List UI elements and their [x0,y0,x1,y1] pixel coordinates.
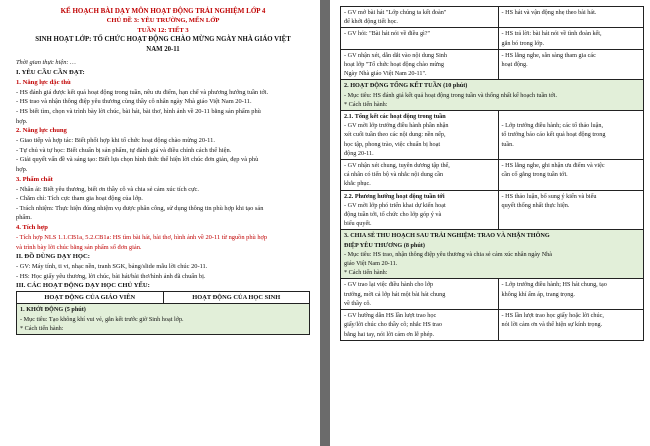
table-line: không khí ấm áp, trang trọng. [501,290,575,298]
section-row-title: 3. CHIA SẺ THU HOẠCH SAU TRẢI NGHIỆM: TRAO VÀ NHẬN THÔNG [344,232,550,240]
table-line: - HS lắng nghe, ghi nhận ưu điểm và việc [501,162,605,170]
subsection-integration: 4. Tích hợp [16,223,48,231]
paragraph-line: - HS trao và nhận thông điệp yêu thương cùng thầy cô nhân ngày Nhà giáo Việt Nam 20-11. [16,98,252,106]
integration-line: và trình bày lời chúc bằng sản phẩm số đơn giản. [16,243,142,251]
document-page-right [330,0,650,446]
table-line: về thầy cô. [344,299,371,307]
paragraph-line: - Chăm chỉ: Tích cực tham gia hoạt động của lớp. [16,195,143,203]
paragraph-line: - HS biết tìm, chọn và trình bày lời chúc, bài hát, bài thơ, hình ảnh về 20-11 bằng sản phẩm phù [16,107,261,115]
table-line: khắc phục. [344,180,371,188]
paragraph-line: - GV: Máy tính, ti vi, nhạc nền, tranh SGK, bảng/slide mẫu lời chúc 20-11. [16,263,208,271]
table-line: giáo Việt Nam 20-11. [344,260,398,268]
activities-table-continued [340,6,644,341]
subsection-qualities: 3. Phẩm chất [16,175,53,183]
table-line: hoạt lớp "Tổ chức hoạt động chào mừng [344,61,444,69]
section-materials: II. ĐỒ DÙNG DẠY HỌC: [16,253,90,261]
table-line: cá nhân có tiến bộ và nhắc nội dung cần [344,171,444,179]
topic-title: CHỦ ĐỀ 3: YÊU TRƯỜNG, MẾN LỚP [106,17,220,24]
table-row [341,310,644,341]
table-line: - GV hỏi: "Bài hát nói về điều gì?" [344,30,431,38]
table-line: Ngày Nhà giáo Việt Nam 20-11". [344,70,427,78]
subsection-specific-competence: 1. Năng lực đặc thù [16,78,71,86]
table-line: - Lớp trưởng điều hành; HS hát chung, tạo [501,281,607,289]
teacher-cell [341,49,499,80]
table-line: * Cách tiến hành: [344,269,388,277]
section-row-title: 2. HOẠT ĐỘNG TỔNG KẾT TUẦN (10 phút) [344,82,468,90]
section-row-title: 1. KHỞI ĐỘNG (5 phút) [20,306,86,314]
table-line: - HS hát và vận động nhẹ theo bài hát. [501,9,597,16]
section-activities: III. CÁC HOẠT ĐỘNG DẠY HỌC CHỦ YẾU: [16,282,150,290]
student-cell [498,28,643,49]
teacher-cell [341,111,499,160]
student-cell [498,279,643,310]
table-row [341,111,644,160]
table-line: - GV nhận xét chung, tuyên dương tập thể, [344,162,450,170]
paragraph-line: hợp. [16,117,28,125]
table-line: trưởng, mời cả lớp hát một bài hát chung [344,290,446,298]
table-line: hoạt động. [501,61,528,69]
student-cell [498,111,643,160]
paragraph-line: hợp. [16,165,28,173]
teacher-cell [341,190,499,230]
subsection-title: 2.2. Phương hướng hoạt động tuần tới [344,192,445,200]
paragraph-line: - Nhân ái: Biết yêu thương, biết ơn thầy cô và chia sẻ cảm xúc tích cực. [16,185,199,193]
teacher-cell [341,7,499,28]
lesson-date: NAM 20-11 [146,46,180,54]
table-line: - Mục tiêu: HS trao, nhận thông điệp yêu thương và chia sẻ cảm xúc nhân ngày Nhà [344,250,553,258]
paragraph-line: - Tự chủ và tự học: Biết chuẩn bị sản phẩm, tự đánh giá và điều chỉnh cách thể hiện. [16,146,232,154]
table-line: * Cách tiến hành: [20,324,64,332]
table-line: cần cố gắng trong tuần tới. [501,171,568,179]
table-line: * Cách tiến hành: [344,100,388,108]
paragraph-line: - HS đánh giá được kết quả hoạt động trong tuần, nêu ưu điểm, hạn chế và phương hướng tuần tới. [16,88,269,96]
table-line: - HS lắng nghe, sẵn sàng tham gia các [501,51,596,59]
table-line: - Mục tiêu: Tạo không khí vui vẻ, gắn kết trước giờ Sinh hoạt lớp. [20,315,184,323]
integration-line: - Tích hợp NLS 1.1.CB1a, 5.2.CB1a: HS tìm bài hát, bài thơ, hình ảnh về 20-11 từ nguồn phù hợp [16,233,268,241]
table-line: xét cuối tuần theo các nội dung: nền nếp, [344,131,446,139]
table-row [341,190,644,230]
student-cell [498,160,643,191]
table-line: học tập, phong trào, việc chuẩn bị hoạt [344,140,441,148]
table-line: để khởi động tiết học. [344,18,398,26]
subsection-title: 2.1. Tổng kết các hoạt động trong tuần [344,113,446,121]
student-cell [498,310,643,341]
table-line: - HS trả lời: bài hát nói về tình đoàn kết, [501,30,602,38]
student-cell [498,7,643,28]
table-line: quyết thống nhất thực hiện. [501,201,570,209]
student-cell [498,190,643,230]
paragraph-line: - HS: Học giấy yêu thương, lời chúc, bài hát/bài thơ/hình ảnh đã chuẩn bị. [16,272,206,280]
paragraph-line: phẩm. [16,214,32,222]
subsection-general-competence: 2. Năng lực chung [16,127,67,135]
activities-table [16,291,310,335]
table-line: - GV hướng dẫn HS lần lượt trao học [344,312,437,320]
table-line: nói lời cảm ơn và thể hiện sự kính trọng. [501,321,603,329]
student-cell [498,49,643,80]
table-line: - GV mời lớp phó triển khai dự kiến hoạt [344,201,446,209]
section-requirements: I. YÊU CẦU CẦN ĐẠT: [16,68,85,76]
table-row [341,279,644,310]
section-row-sharing [341,230,644,279]
table-line: - GV mời lớp trưởng điều hành phần nhận [344,122,449,130]
table-line: - Mục tiêu: HS đánh giá kết quả hoạt động trong tuần và thống nhất kế hoạch tuần tới. [344,91,558,99]
table-line: giấy/lời chúc cho thầy cô; nhắc HS trao [344,321,442,329]
week-title: TUẦN 12: TIẾT 3 [137,26,189,34]
table-line: - Lớp trưởng điều hành; các tổ thảo luận, [501,122,604,130]
paragraph-line: - Trách nhiệm: Thực hiện đúng nhiệm vụ được phân công, sử dụng thông tin phù hợp khi tạo sản [16,204,264,212]
table-line: - HS lần lượt trao học giấy hoặc lời chúc, [501,312,604,320]
table-line: bằng hai tay, nói lời cảm ơn lễ phép. [344,330,434,338]
lesson-title: SINH HOẠT LỚP: TỔ CHỨC HOẠT ĐỘNG CHÀO MỪNG NGÀY NHÀ GIÁO VIỆT [35,36,291,44]
paragraph-line: - Giao tiếp và hợp tác: Biết phối hợp khi tổ chức hoạt động chào mừng 20-11. [16,137,215,145]
paragraph-line: - Giải quyết vấn đề và sáng tạo: Biết lựa chọn hình thức thể hiện lời chúc đơn giản, đẹp và phù [16,156,259,164]
section-row-title: ĐIỆP YÊU THƯƠNG (8 phút) [344,241,425,249]
teacher-cell [341,279,499,310]
document-page-left [0,0,320,446]
plan-title: KẾ HOẠCH BÀI DẠY MÔN HOẠT ĐỘNG TRẢI NGHIỆM LỚP 4 [60,7,266,15]
table-line: tổ trưởng báo cáo kết quả hoạt động trong [501,131,606,139]
table-line: - GV trao lại việc điều hành cho lớp [344,281,434,289]
column-header-teacher: HOẠT ĐỘNG CỦA GIÁO VIÊN [17,292,164,304]
table-line: động tuần tới, tổ chức cho lớp góp ý và [344,211,442,219]
table-line: - GV mở bài hát "Lớp chúng ta kết đoàn" [344,9,447,16]
column-header-student: HOẠT ĐỘNG CỦA HỌC SINH [163,292,310,304]
table-line: - HS thảo luận, bổ sung ý kiến và biểu [501,192,597,200]
table-row [341,28,644,49]
table-line: gắn bó trong lớp. [501,39,545,47]
teacher-cell [341,310,499,341]
table-row [341,160,644,191]
time-line: Thời gian thực hiện: … [16,59,76,67]
table-line: biểu quyết. [344,220,372,228]
section-row-week-review [341,80,644,111]
table-line: động 20-11. [344,149,374,157]
table-line: tuần. [501,140,514,148]
teacher-cell [341,28,499,49]
table-row [341,7,644,28]
teacher-cell [341,160,499,191]
table-row [341,49,644,80]
table-line: - GV nhận xét, dẫn dắt vào nội dung Sinh [344,51,447,59]
section-row-warmup [17,304,310,335]
